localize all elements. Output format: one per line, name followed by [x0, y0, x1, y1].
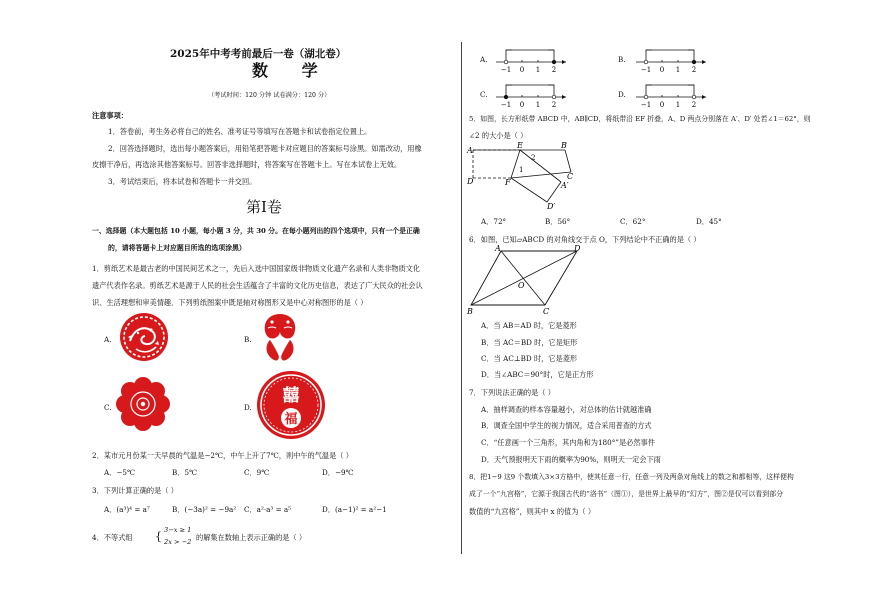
q4-number-line-c-tick-label: 0 — [519, 101, 525, 109]
notice-item-2-cont: 皮擦干净后，再选涂其他答案标号。回答非选择题时，将答案写在答题卡上。写在本试卷上无效。 — [92, 160, 402, 169]
q6-label-d: D — [574, 244, 581, 253]
section-title: 第Ⅰ卷 — [246, 198, 282, 216]
q6-label-o: O — [518, 281, 525, 290]
q4-number-line-d — [634, 79, 710, 109]
q6-option-a: A．当 AB＝AD 时，它是菱形 — [481, 321, 577, 330]
q4-option-d-label: D. — [618, 90, 626, 99]
q4-number-line-d-endpoint — [692, 95, 696, 99]
q4-option-a-label: A. — [480, 55, 488, 64]
exam-title: 2025年中考考前最后一卷（湖北卷） — [170, 48, 347, 60]
q4-number-line-b-arrow — [702, 60, 706, 64]
q4-number-line-c-endpoint — [552, 95, 556, 99]
subject-heading: 数 学 — [252, 61, 332, 80]
q5-line-1: 5．如图，长方形纸带 ABCD 中，AB∥CD，将纸带沿 EF 折叠，A、D 两点分别落在 A′、D′ 处若∠1＝62°，则 — [469, 115, 811, 123]
q1-option-b-label: B. — [244, 335, 252, 344]
q4-number-line-b-endpoint — [692, 60, 696, 64]
q1-line-3: 识、生活理想和审美情趣．下列剪纸图案中既是轴对称图形又是中心对称图形的是（ ） — [92, 298, 368, 307]
section-instruction: 一、选择题（本大题包括 10 小题，每小题 3 分，共 30 分。在每小题列出的四个选项中，只有一个是正确 — [92, 227, 420, 235]
q5-folded-strip-figure — [465, 142, 577, 210]
q3-option-b: B．(−3a)² = −9a² — [172, 505, 237, 514]
q4-number-line-a-endpoint — [552, 60, 556, 64]
q6-parallelogram-figure — [465, 243, 585, 315]
notice-item-1: 1．答卷前，考生务必将自己的姓名、准考证号等填写在答题卡和试卷指定位置上。 — [108, 127, 372, 136]
q4-stem-post: 的解集在数轴上表示正确的是（ ） — [196, 533, 307, 542]
q4-number-line-c-tick-label: 1 — [535, 101, 541, 109]
q5-label-angle-1: 1 — [519, 166, 524, 174]
q5-option-d: D．45° — [696, 217, 722, 226]
q4-inequality-2: 2x > −2 — [164, 538, 192, 546]
q3-option-c: C．a²·a³ = a⁵ — [244, 505, 292, 514]
q1-option-a-label: A. — [104, 335, 112, 344]
q5-label-a: A — [467, 146, 473, 155]
q6-label-a: A — [495, 244, 501, 253]
q5-option-c: C．62° — [620, 217, 646, 226]
notice-heading: 注意事项： — [92, 111, 128, 120]
q2-option-a: A．−5℃ — [104, 468, 136, 477]
q1-line-2: 遗产代表作名录。剪纸艺术是源于人民的社会生活蕴含了丰富的文化历史信息，表达了广大民众的社会认 — [92, 281, 423, 290]
q7-option-a: A．抽样调查的样本容量越小，对总体的估计就越准确 — [481, 405, 652, 414]
papercut-flower-image — [116, 377, 170, 431]
q5-label-a-prime: A′ — [561, 181, 569, 190]
q5-label-e: E — [517, 142, 523, 150]
q6-option-c: C．当 AC⊥BD 时，它是菱形 — [481, 354, 578, 363]
notice-item-3: 3．考试结束后，将本试卷和答题卡一并交回。 — [108, 177, 257, 186]
q8-line-2: 成了一个“九宫格”，它源于我国古代的“洛书”（图①），是世界上最早的“幻方”，图②是仅可以看到部分 — [469, 490, 783, 498]
q4-number-line-d-tick-label: 0 — [659, 101, 665, 109]
papercut-fu-seal-image — [256, 370, 326, 440]
q7-option-c: C．“任意画一个三角形，其内角和为180°”是必然事件 — [481, 438, 655, 447]
q4-number-line-b-endpoint — [644, 60, 648, 64]
q4-number-line-c — [494, 79, 570, 109]
q5-label-angle-2: 2 — [531, 154, 536, 162]
exam-info: （考试时间：120 分钟 试卷满分：120 分） — [208, 92, 331, 99]
q4-number-line-b-tick-label: 0 — [659, 66, 665, 74]
q3-option-d: D．(a−1)² = a²−1 — [322, 505, 387, 514]
q4-number-line-b-tick-label: 2 — [691, 66, 697, 74]
q4-number-line-b-tick-label: 1 — [675, 66, 681, 74]
q4-brace: { — [155, 530, 162, 543]
q4-number-line-d-tick-label: −1 — [640, 101, 652, 109]
papercut-dragon-image — [118, 311, 170, 363]
q6-stem: 6．如图，已知▱ABCD 的对角线交于点 O，下列结论中不正确的是（ ） — [469, 235, 701, 244]
q4-number-line-c-tick-label: −1 — [500, 101, 512, 109]
q6-option-d: D．当∠ABC＝90°时，它是正方形 — [481, 370, 594, 379]
q1-line-1: 1．剪纸艺术是最古老的中国民间艺术之一，先后入选中国国家级非物质文化遗产名录和人类非物质文化 — [92, 264, 421, 273]
q4-number-line-b-tick-label: −1 — [640, 66, 652, 74]
q5-option-b: B．56° — [545, 217, 571, 226]
q4-number-line-a-tick-label: −1 — [500, 66, 512, 74]
q4-number-line-a-arrow — [562, 60, 566, 64]
q4-number-line-d-tick-label: 2 — [691, 101, 697, 109]
q4-number-line-a-tick-label: 2 — [551, 66, 557, 74]
q7-stem: 7．下列说法正确的是（ ） — [469, 388, 555, 397]
q1-option-c-label: C. — [104, 403, 112, 412]
notice-item-2: 2．回答选择题时，选出每小题答案后，用铅笔把答题卡对应题目的答案标号涂黑。如需改动，用橡 — [108, 144, 422, 153]
q4-option-c-label: C. — [480, 90, 488, 99]
q6-label-c: C — [543, 307, 550, 315]
q2-option-c: C．9℃ — [244, 468, 270, 477]
q4-number-line-d-endpoint — [644, 95, 648, 99]
papercut-fish-image — [256, 310, 304, 366]
q4-number-line-d-tick-label: 1 — [675, 101, 681, 109]
q5-label-f: F — [505, 178, 511, 187]
q6-option-b: B．当 AC＝BD 时，它是矩形 — [481, 338, 578, 347]
section-instruction-cont: 的，请将答题卡上对应题目所选的选项涂黑） — [108, 244, 246, 252]
column-divider — [461, 42, 462, 554]
q8-line-1: 8．把1−9 这9 个数填入3×3方格中，使其任意一行，任意一列及两条对角线上的数之和都相等，这样便构 — [469, 473, 794, 481]
papercut-char-xi: 囍 — [282, 386, 300, 406]
q1-option-d-label: D. — [244, 403, 252, 412]
q3-stem: 3．下列计算正确的是（ ） — [92, 486, 178, 495]
q5-line-2: ∠2 的大小是（ ） — [469, 131, 528, 140]
q5-label-b: B — [561, 142, 567, 150]
q4-number-line-a-endpoint — [504, 60, 508, 64]
q7-option-b: B．调查全国中学生的视力情况，适合采用普查的方式 — [481, 421, 652, 430]
q4-number-line-a — [494, 44, 570, 74]
q5-label-d-prime: D′ — [547, 202, 556, 210]
q5-label-c: C — [567, 172, 574, 181]
papercut-char-fu: 福 — [284, 412, 298, 427]
q4-number-line-a-tick-label: 1 — [535, 66, 541, 74]
q4-number-line-b — [634, 44, 710, 74]
q4-number-line-c-endpoint — [504, 95, 508, 99]
q4-number-line-a-tick-label: 0 — [519, 66, 525, 74]
q4-number-line-c-arrow — [562, 95, 566, 99]
q3-option-a: A．(a³)⁴ = a⁷ — [104, 505, 150, 514]
q4-inequality-1: 3−x ≥ 1 — [164, 526, 192, 534]
q4-number-line-d-arrow — [702, 95, 706, 99]
q4-stem-pre: 4．不等式组 — [92, 533, 133, 542]
q5-option-a: A．72° — [481, 217, 507, 226]
q4-option-b-label: B. — [618, 55, 626, 64]
q5-label-d: D — [467, 177, 474, 186]
q2-option-b: B．5℃ — [172, 468, 198, 477]
q7-option-d: D．天气预报明天下雨的概率为90%，则明天一定会下雨 — [481, 455, 661, 464]
q2-stem: 2．某市元月份某一天早晨的气温是−2℃，中午上升了7℃，则中午的气温是（ ） — [92, 451, 353, 460]
q4-number-line-c-tick-label: 2 — [551, 101, 557, 109]
q6-label-b: B — [467, 307, 473, 315]
q8-line-3: 数值的“九宫格”，则其中 x 的值为（ ） — [469, 507, 596, 516]
q2-option-d: D．−9℃ — [322, 468, 354, 477]
